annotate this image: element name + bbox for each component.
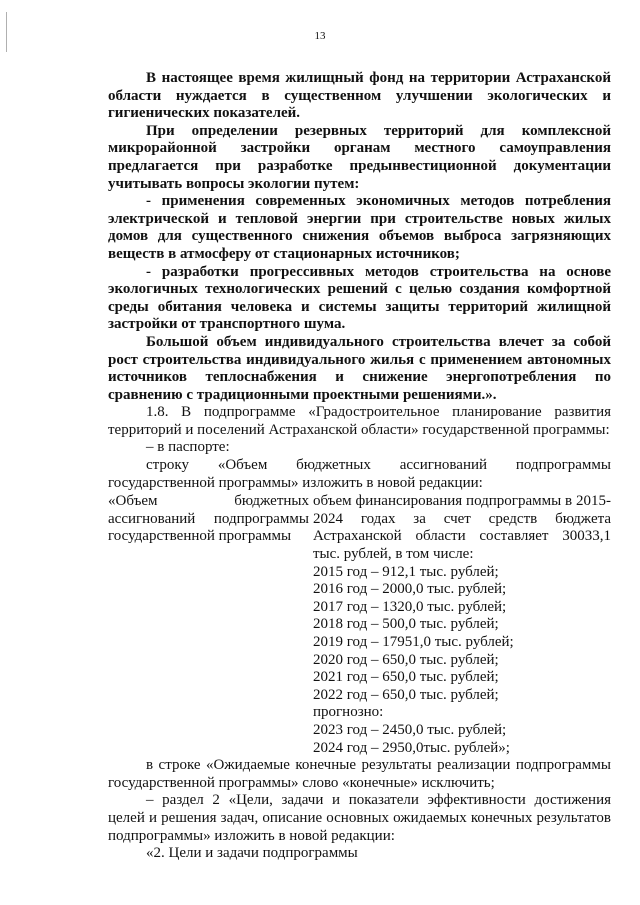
paragraph-section-2: – раздел 2 «Цели, задачи и показатели эффективности достижения целей и решения задач, описание основных ожидаемых конечных результатов подпрограммы» изложить в новой редакции: — [108, 792, 611, 844]
budget-year-2023: 2023 год – 2450,0 тыс. рублей; — [313, 721, 507, 738]
budget-year-2017: 2017 год – 1320,0 тыс. рублей; — [313, 598, 507, 615]
budget-year-2018: 2018 год – 500,0 тыс. рублей; — [313, 616, 499, 633]
budget-table-label: «Объем бюджетных ассигнований подпрограммы государственной программы — [108, 493, 309, 545]
paragraph-passport: – в паспорте: — [146, 439, 230, 456]
paragraph-1: В настоящее время жилищный фонд на территории Астраханской области нуждается в существенном улучшении экологических и гигиенических показателей. — [108, 70, 611, 122]
budget-forecast-label: прогнозно: — [313, 704, 384, 721]
paragraph-section-2-title: «2. Цели и задачи подпрограммы — [146, 845, 358, 862]
budget-intro: объем финансирования подпрограммы в 2015-2024 годах за счет средств бюджета Астраханской области составляет 30033,1 тыс. рублей, в том числе: — [313, 493, 611, 563]
paragraph-row-instruction: строку «Объем бюджетных ассигнований подпрограммы государственной программы» изложить в новой редакции: — [108, 457, 611, 491]
paragraph-3: - применения современных экономичных методов потребления электрической и тепловой энергии при строительстве новых жилых домов для существенного снижения объемов выброса загрязняющих веществ в атмосферу от стационарных источников; — [108, 193, 611, 262]
budget-table-label-cell — [108, 493, 313, 757]
budget-year-2020: 2020 год – 650,0 тыс. рублей; — [313, 651, 499, 668]
paragraph-expected-results: в строке «Ожидаемые конечные результаты реализации подпрограммы государственной программы» слово «конечные» исключить; — [108, 757, 611, 791]
paragraph-5: Большой объем индивидуального строительства влечет за собой рост строительства индивидуального жилья с применением автономных источников теплоснабжения и снижение энергопотребления по сравнению с традиционными проектными решениями.». — [108, 333, 611, 403]
budget-table-value-cell — [313, 493, 611, 757]
budget-year-2016: 2016 год – 2000,0 тыс. рублей; — [313, 581, 507, 598]
paragraph-amendment-1-8: 1.8. В подпрограмме «Градостроительное планирование развития территорий и поселений Астраханской области» государственной программы: — [108, 404, 611, 438]
document-body — [108, 70, 611, 863]
paragraph-4: - разработки прогрессивных методов строительства на основе экологичных технологических решений с целью создания комфортной среды обитания человека и системы защиты территорий жилищной застройки от транспортного шума. — [108, 263, 611, 333]
budget-year-2021: 2021 год – 650,0 тыс. рублей; — [313, 669, 499, 686]
budget-year-2015: 2015 год – 912,1 тыс. рублей; — [313, 563, 499, 580]
budget-year-2022: 2022 год – 650,0 тыс. рублей; — [313, 686, 499, 703]
budget-year-2024: 2024 год – 2950,0тыс. рублей»; — [313, 739, 510, 756]
page-number: 13 — [314, 30, 326, 42]
budget-year-2019: 2019 год – 17951,0 тыс. рублей; — [313, 634, 514, 650]
budget-table — [108, 493, 611, 757]
paragraph-2: При определении резервных территорий для комплексной микрорайонной застройки органам местного самоуправления предлагается при разработке предынвестиционной документации учитывать вопросы экологии путем: — [108, 122, 611, 192]
